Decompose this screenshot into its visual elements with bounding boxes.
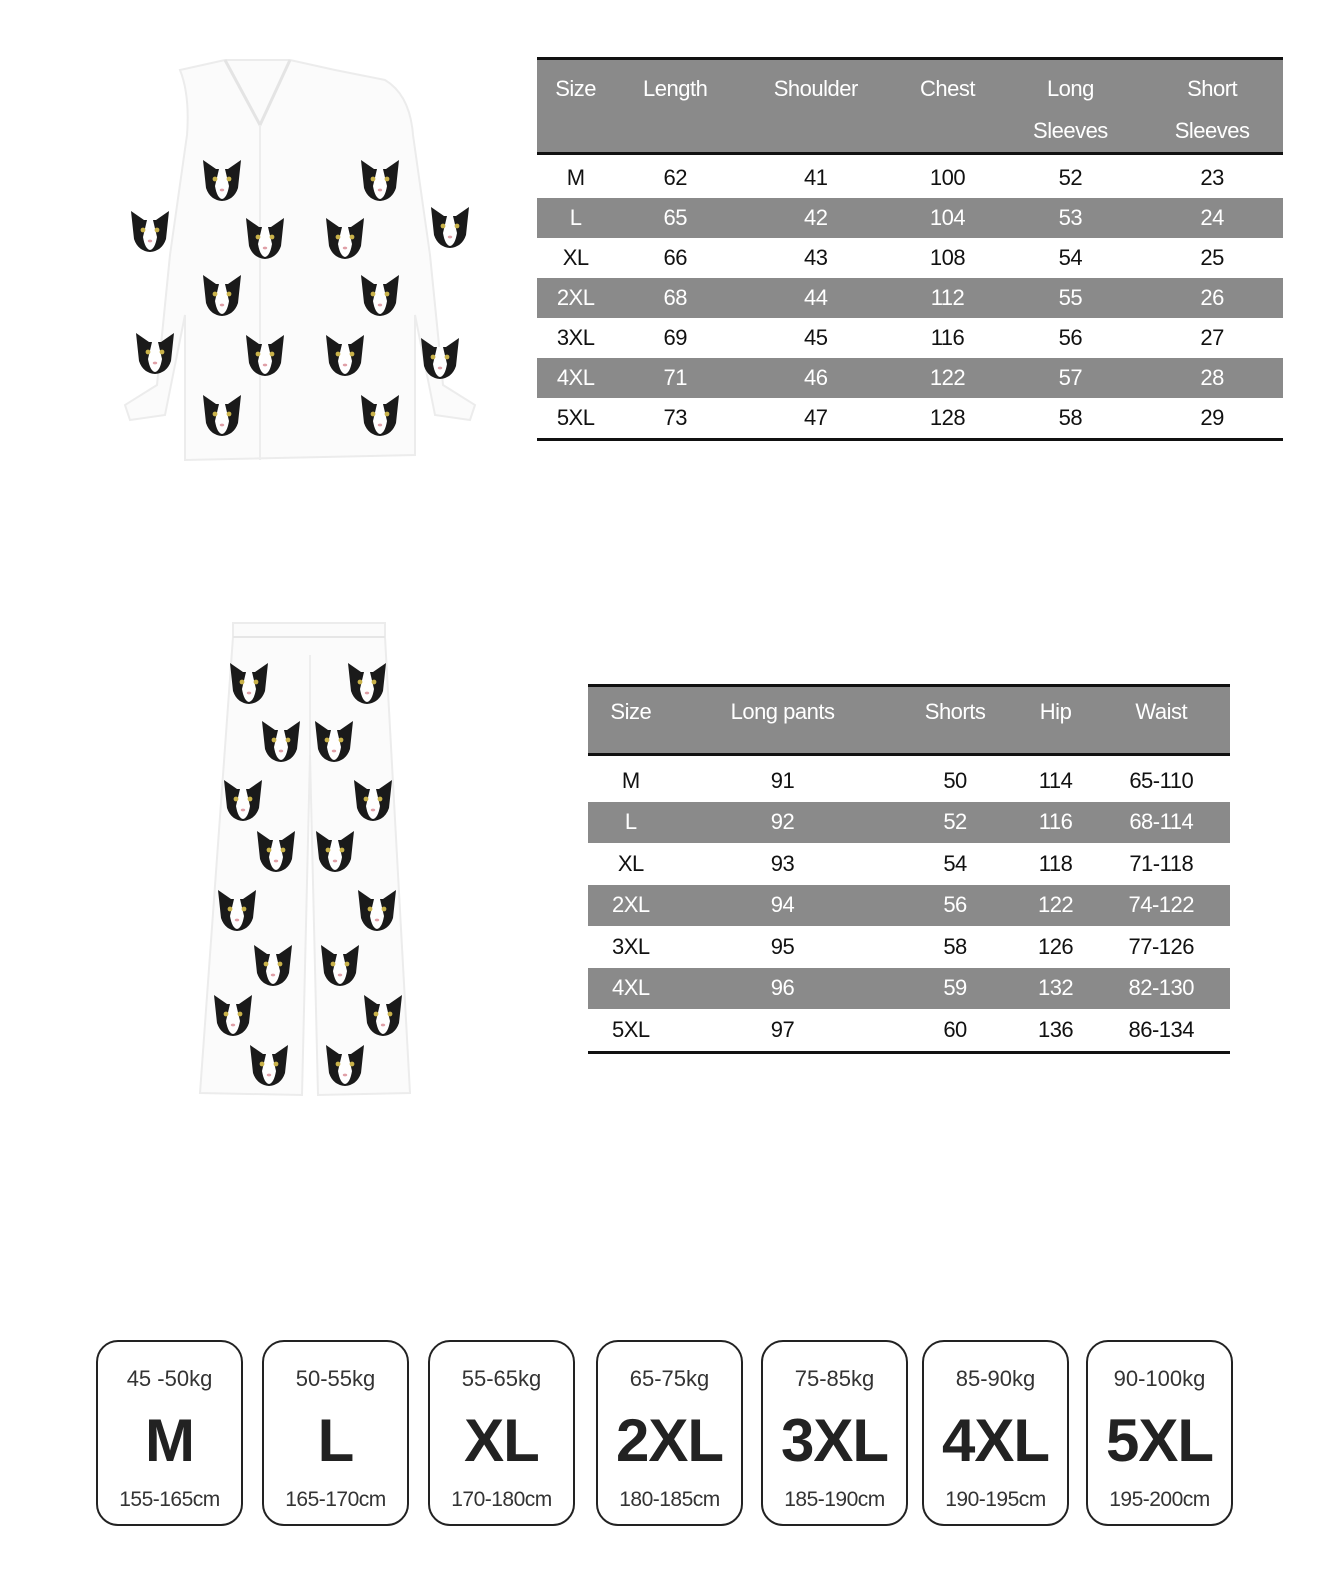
pants-column-header: Hip <box>1019 686 1093 755</box>
table-cell: 112 <box>895 278 999 318</box>
size-recommendation-cards <box>96 1340 1238 1530</box>
table-cell: 66 <box>663 245 687 270</box>
table-cell: M <box>566 165 585 190</box>
header-line: Shoulder <box>773 76 858 101</box>
table-row <box>588 1009 1230 1052</box>
table-cell: 94 <box>674 885 892 927</box>
table-cell: 69 <box>663 325 687 350</box>
table-cell: 92 <box>674 802 892 844</box>
table-cell: 86-134 <box>1128 1016 1194 1042</box>
table-cell: 58 <box>943 933 967 959</box>
header-line: Sleeves <box>1033 118 1108 143</box>
shirt-size-table <box>537 57 1283 441</box>
table-cell: 122 <box>895 358 999 398</box>
table-cell: 126 <box>1037 933 1074 959</box>
table-cell: 3XL <box>611 933 650 959</box>
size-card <box>596 1340 743 1526</box>
shirt-column-header <box>1141 59 1283 154</box>
table-cell: 71 <box>614 358 736 398</box>
table-row <box>588 802 1230 844</box>
size-card <box>96 1340 243 1526</box>
size-card <box>262 1340 409 1526</box>
table-cell: 54 <box>1058 245 1083 270</box>
table-cell: 26 <box>1141 278 1283 318</box>
table-cell: 65 <box>614 198 736 238</box>
table-cell: 128 <box>929 405 966 430</box>
table-cell: M <box>621 767 640 793</box>
table-row <box>537 398 1283 440</box>
table-cell: 136 <box>1037 1016 1074 1042</box>
table-cell: 50 <box>943 767 967 793</box>
header-line: Size <box>555 76 597 101</box>
table-cell: 122 <box>1019 885 1093 927</box>
table-cell: 3XL <box>556 325 595 350</box>
table-cell: 46 <box>736 358 895 398</box>
size-label: L <box>317 1407 354 1474</box>
size-card <box>428 1340 575 1526</box>
table-cell: 68-114 <box>1093 802 1231 844</box>
size-label: 5XL <box>1105 1407 1214 1474</box>
table-cell: 45 <box>804 325 828 350</box>
table-cell: 41 <box>804 165 828 190</box>
header-line: Chest <box>920 76 975 101</box>
shirt-table-header-row <box>537 59 1283 154</box>
height-range: 180-185cm <box>619 1488 720 1511</box>
table-cell: 56 <box>892 885 1019 927</box>
table-cell: 54 <box>943 850 967 876</box>
table-cell: 82-130 <box>1093 968 1231 1010</box>
table-cell: 93 <box>770 850 795 876</box>
table-row <box>537 154 1283 199</box>
header-line: Long <box>1046 76 1094 101</box>
pants-column-header: Long pants <box>674 686 892 755</box>
table-cell: 58 <box>1058 405 1083 430</box>
shirt-column-header <box>537 59 614 154</box>
header-line: Sleeves <box>1174 118 1250 143</box>
table-cell: 65-110 <box>1129 767 1194 793</box>
table-cell: XL <box>562 245 589 270</box>
height-range: 155-165cm <box>119 1488 220 1511</box>
pants-column-header: Waist <box>1093 686 1231 755</box>
table-cell: L <box>537 198 614 238</box>
shirt-column-header <box>614 59 736 154</box>
size-label: 4XL <box>941 1407 1050 1474</box>
pajama-pants-image <box>195 615 425 1105</box>
weight-range: 65-75kg <box>629 1366 710 1391</box>
table-row <box>537 238 1283 278</box>
table-row <box>537 318 1283 358</box>
table-cell: 5XL <box>556 405 595 430</box>
table-cell: 4XL <box>588 968 674 1010</box>
table-cell: 23 <box>1200 165 1224 190</box>
table-cell: 57 <box>1000 358 1142 398</box>
table-cell: 96 <box>674 968 892 1010</box>
table-cell: 116 <box>930 325 965 350</box>
table-cell: 25 <box>1200 245 1224 270</box>
table-cell: 97 <box>770 1016 795 1042</box>
table-cell: 5XL <box>611 1016 650 1042</box>
table-row <box>537 198 1283 238</box>
table-cell: L <box>588 802 674 844</box>
pants-table-header-row <box>588 686 1230 755</box>
pants-column-header: Size <box>588 686 674 755</box>
table-cell: 71-118 <box>1129 850 1194 876</box>
table-cell: 91 <box>770 767 795 793</box>
table-cell: 52 <box>1058 165 1083 190</box>
size-label: M <box>145 1407 194 1474</box>
pants-column-header: Shorts <box>892 686 1019 755</box>
table-row <box>588 885 1230 927</box>
table-cell: 55 <box>1000 278 1142 318</box>
table-cell: 52 <box>892 802 1019 844</box>
height-range: 165-170cm <box>285 1488 386 1511</box>
table-cell: 53 <box>1000 198 1142 238</box>
table-cell: 24 <box>1141 198 1283 238</box>
table-row <box>588 843 1230 885</box>
size-label: 2XL <box>615 1407 724 1474</box>
shirt-column-header <box>736 59 895 154</box>
height-range: 190-195cm <box>945 1488 1046 1511</box>
table-row <box>537 358 1283 398</box>
pants-size-table <box>588 684 1230 1054</box>
header-line: Length <box>643 76 708 101</box>
table-cell: 43 <box>804 245 828 270</box>
table-row <box>588 968 1230 1010</box>
height-range: 185-190cm <box>784 1488 885 1511</box>
table-cell: 29 <box>1200 405 1224 430</box>
table-cell: 59 <box>892 968 1019 1010</box>
table-cell: 132 <box>1019 968 1093 1010</box>
size-label: 3XL <box>780 1407 889 1474</box>
table-row <box>588 755 1230 802</box>
table-cell: 28 <box>1141 358 1283 398</box>
size-card <box>922 1340 1069 1526</box>
table-cell: 2XL <box>588 885 674 927</box>
table-cell: 114 <box>1038 767 1073 793</box>
table-cell: 116 <box>1019 802 1093 844</box>
table-cell: 118 <box>1038 850 1073 876</box>
table-cell: 62 <box>663 165 687 190</box>
table-row <box>588 926 1230 968</box>
size-card <box>761 1340 908 1526</box>
table-cell: 42 <box>736 198 895 238</box>
height-range: 195-200cm <box>1109 1488 1210 1511</box>
table-cell: 44 <box>736 278 895 318</box>
table-cell: 100 <box>929 165 966 190</box>
table-cell: 2XL <box>537 278 614 318</box>
table-row <box>537 278 1283 318</box>
weight-range: 45 -50kg <box>126 1366 213 1391</box>
header-line: Short <box>1187 76 1238 101</box>
weight-range: 85-90kg <box>955 1366 1036 1391</box>
shirt-column-header <box>1000 59 1142 154</box>
table-cell: 104 <box>895 198 999 238</box>
table-cell: 108 <box>929 245 966 270</box>
table-cell: 95 <box>770 933 795 959</box>
pajama-shirt-image <box>85 55 515 470</box>
weight-range: 75-85kg <box>794 1366 875 1391</box>
table-cell: 47 <box>804 405 828 430</box>
weight-range: 50-55kg <box>295 1366 376 1391</box>
table-cell: 77-126 <box>1128 933 1194 959</box>
table-cell: 27 <box>1200 325 1224 350</box>
size-card <box>1086 1340 1233 1526</box>
table-cell: XL <box>617 850 644 876</box>
table-cell: 68 <box>614 278 736 318</box>
weight-range: 90-100kg <box>1113 1366 1206 1391</box>
table-cell: 56 <box>1058 325 1083 350</box>
height-range: 170-180cm <box>451 1488 552 1511</box>
size-label: XL <box>464 1407 539 1474</box>
shirt-column-header <box>895 59 999 154</box>
table-cell: 4XL <box>537 358 614 398</box>
weight-range: 55-65kg <box>461 1366 542 1391</box>
table-cell: 60 <box>943 1016 967 1042</box>
table-cell: 73 <box>663 405 687 430</box>
table-cell: 74-122 <box>1093 885 1231 927</box>
